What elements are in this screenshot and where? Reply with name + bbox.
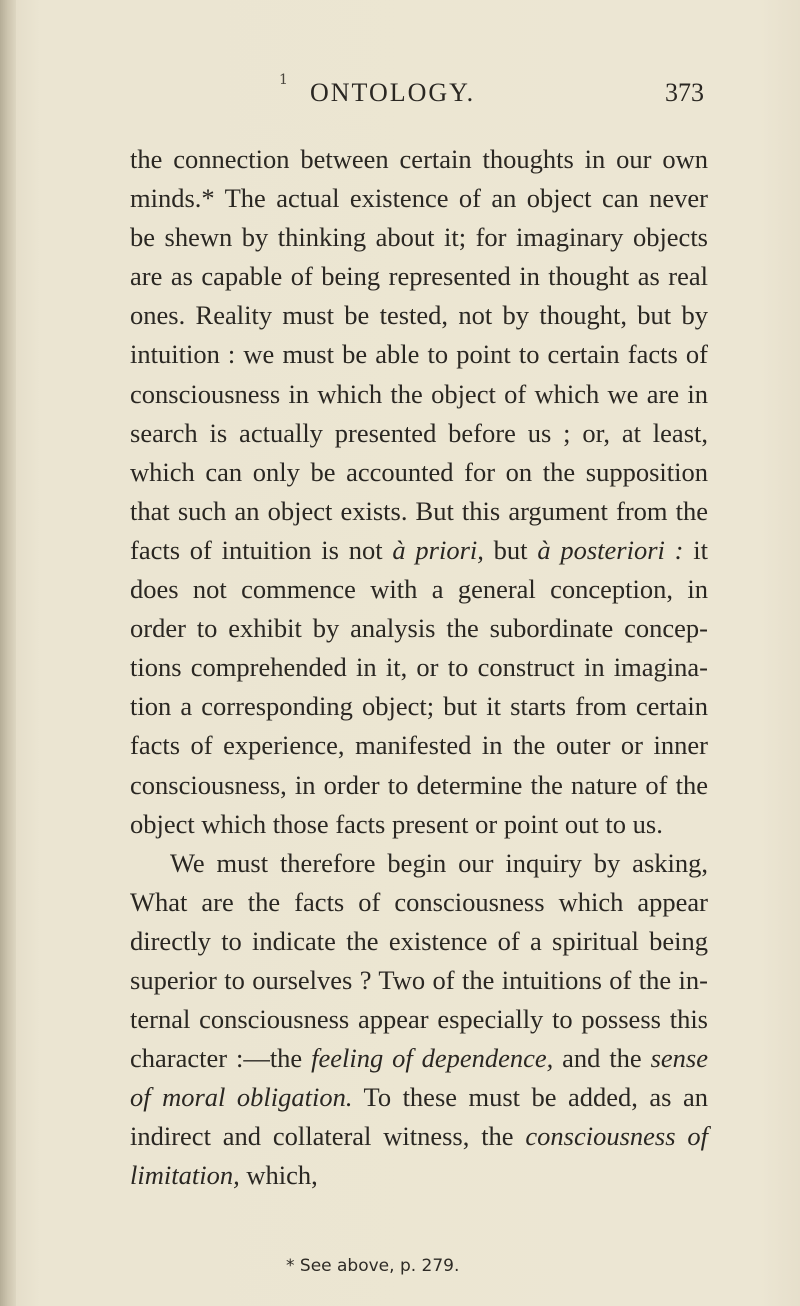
italic-phrase: consciousness of limitation, bbox=[130, 1121, 708, 1191]
page-gutter bbox=[0, 0, 16, 1306]
paragraph bbox=[130, 140, 708, 844]
text-run: but bbox=[493, 534, 528, 565]
text-run: which, bbox=[246, 1160, 318, 1191]
printer-mark: 1 bbox=[279, 72, 288, 88]
footnote: * See above, p. 279. bbox=[286, 1256, 460, 1276]
italic-phrase: sense of moral obligation. bbox=[130, 1043, 708, 1113]
paragraph bbox=[130, 844, 708, 1196]
running-title: ONTOLOGY. bbox=[310, 78, 476, 107]
text-run: the connection between certain thoughts in our own minds.* The actual existence of an object can never be shewn by thinking about it; for imaginary objects are as capable of being represented in thought as real ones. Reality must be tested, not by thought, but by intuition : we must be able to point to certain facts of consciousness in which the object of which we are in search is actually presented before us ; or, at least, which can only be accounted for on the supposition that such an object exists. But this argument from the facts of intuition is not bbox=[130, 144, 708, 565]
text-run: and the bbox=[562, 1043, 642, 1074]
body-text bbox=[130, 140, 708, 1196]
page-number: 373 bbox=[665, 78, 704, 107]
italic-phrase: feeling of dependence, bbox=[311, 1043, 554, 1074]
text-run: We must therefore begin our inquiry by asking, What are the facts of consciousness which appear directly to indicate the existence of a spiritual being superior to ourselves ? Two of the intuitions of the internal consciousness appear especially to possess this character :—the bbox=[130, 847, 708, 1074]
text-run: it does not commence with a general conception, in order to exhibit by analysis the subordinate conceptions comprehended in it, or to construct in imagination a corresponding object; but it starts from certain facts of experience, manifested in the outer or inner consciousness, in order to determine the nature of the object which those facts present or point out to us. bbox=[130, 534, 709, 839]
running-head bbox=[0, 72, 800, 118]
italic-phrase: à priori, bbox=[392, 534, 484, 565]
italic-phrase: à posteriori : bbox=[537, 534, 684, 565]
text-run: To these must be added, as an indirect and collateral witness, the bbox=[130, 1082, 708, 1152]
